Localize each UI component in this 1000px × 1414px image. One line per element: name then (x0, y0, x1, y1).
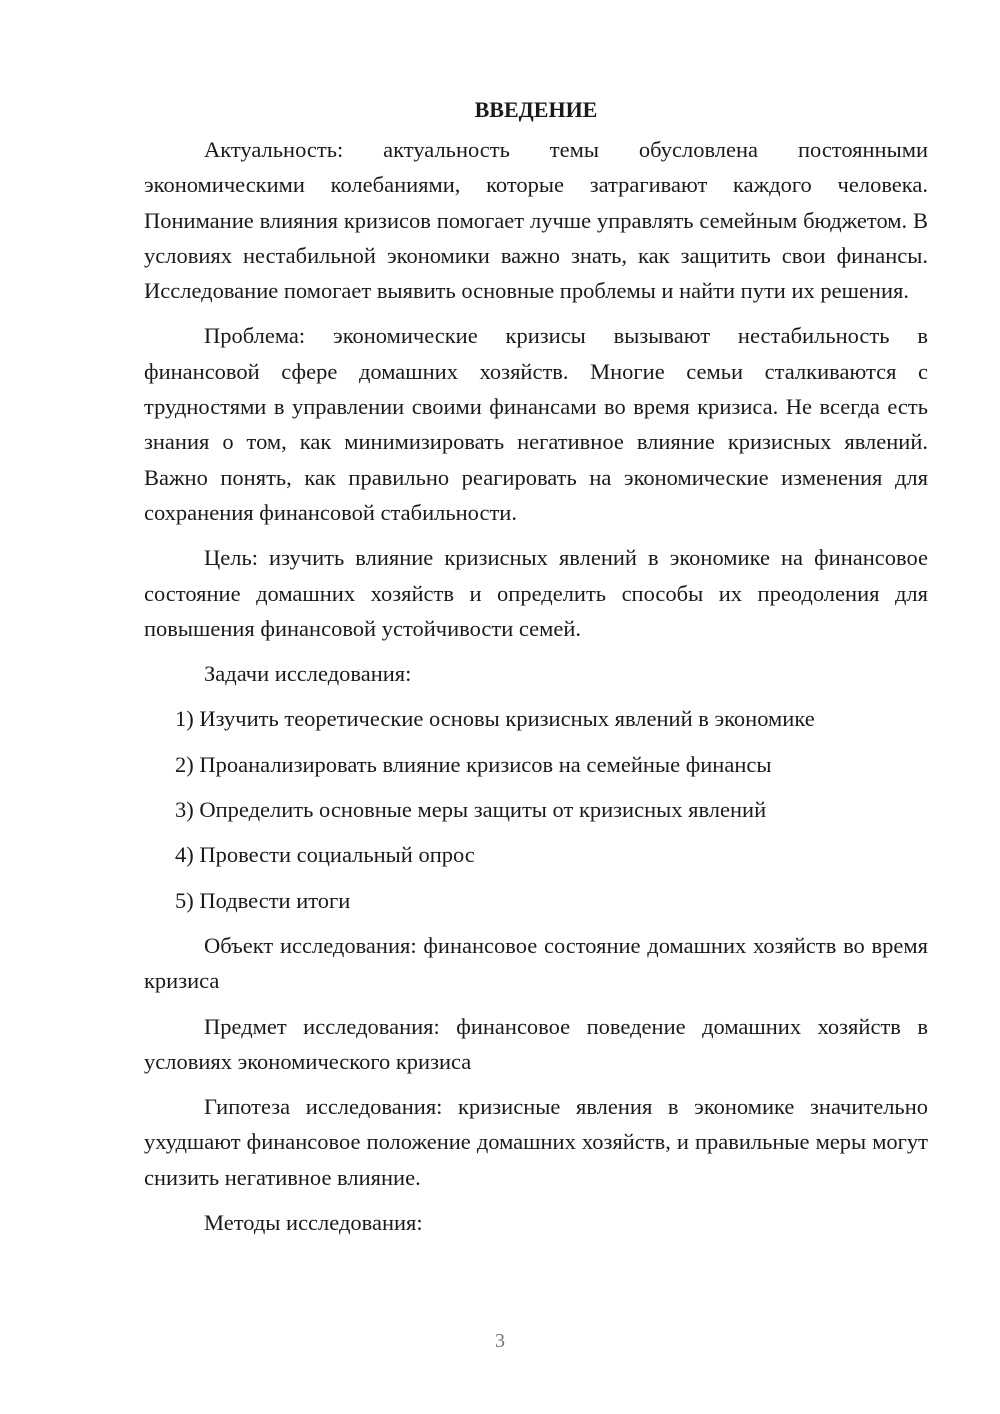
list-item: 2) Проанализировать влияние кризисов на семейные финансы (175, 751, 772, 777)
methods-heading: Методы исследования: (204, 1210, 423, 1236)
list-item: 1) Изучить теоретические основы кризисных явлений в экономике (175, 706, 815, 732)
paragraph-relevance: Актуальность: актуальность темы обусловлена постоянными экономическими колебаниями, которые затрагивают каждого человека. Понимание влияния кризисов помогает лучше управлять семейным бюджетом. В условиях нестабильной экономики важно знать, как защитить свои финансы. Исследование помогает выявить основные проблемы и найти пути их решения. (144, 137, 928, 304)
page-title: ВВЕДЕНИЕ (474, 97, 598, 122)
list-item: 3) Определить основные меры защиты от кризисных явлений (175, 797, 767, 823)
page-number: 3 (495, 1330, 505, 1352)
list-item: 4) Провести социальный опрос (175, 842, 475, 868)
tasks-list (144, 701, 928, 917)
paragraph-goal: Цель: изучить влияние кризисных явлений в экономике на финансовое состояние домашних хозяйств и определить способы их преодоления для повышения финансовой устойчивости семей. (144, 545, 928, 641)
page-content (144, 92, 928, 1250)
paragraph-problem: Проблема: экономические кризисы вызывают нестабильность в финансовой сфере домашних хозяйств. Многие семьи сталкиваются с трудностями в управлении своими финансами во время кризиса. Не всегда есть знания о том, как минимизировать негативное влияние кризисных явлений. Важно понять, как правильно реагировать на экономические изменения для сохранения финансовой стабильности. (144, 323, 928, 525)
paragraph-subject: Предмет исследования: финансовое поведение домашних хозяйств в условиях экономического кризиса (144, 1013, 928, 1074)
tasks-heading: Задачи исследования: (204, 661, 412, 687)
list-item: 5) Подвести итоги (175, 887, 351, 913)
paragraph-hypothesis: Гипотеза исследования: кризисные явления в экономике значительно ухудшают финансовое положение домашних хозяйств, и правильные меры могут снизить негативное влияние. (144, 1094, 928, 1190)
paragraph-object: Объект исследования: финансовое состояние домашних хозяйств во время кризиса (144, 932, 928, 994)
